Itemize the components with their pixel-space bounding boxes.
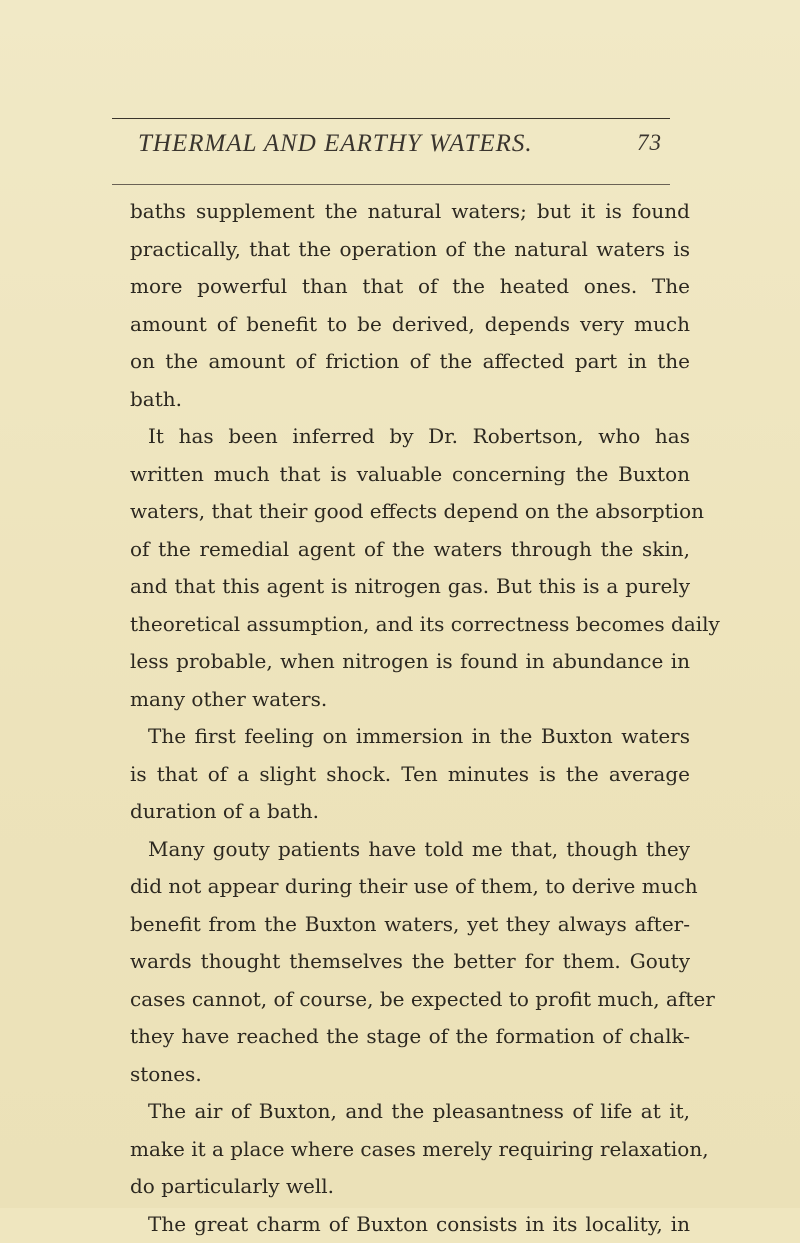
text-line: and that this agent is nitrogen gas. But this is a purely bbox=[130, 568, 690, 606]
text-line: do particularly well. bbox=[130, 1168, 690, 1206]
header-rule-top bbox=[112, 118, 670, 119]
text-line: It has been inferred by Dr. Robertson, who has bbox=[130, 418, 690, 456]
text-line: on the amount of friction of the affected part in the bbox=[130, 343, 690, 381]
text-line: The air of Buxton, and the pleasantness of life at it, bbox=[130, 1093, 690, 1131]
text-line: theoretical assumption, and its correctness becomes daily bbox=[130, 606, 690, 644]
text-line: many other waters. bbox=[130, 681, 690, 719]
running-head: THERMAL AND EARTHY WATERS. bbox=[138, 130, 533, 158]
text-line: written much that is valuable concerning the Buxton bbox=[130, 456, 690, 494]
text-line: practically, that the operation of the natural waters is bbox=[130, 231, 690, 269]
text-line: baths supplement the natural waters; but it is found bbox=[130, 193, 690, 231]
text-line: more powerful than that of the heated ones. The bbox=[130, 268, 690, 306]
text-line: waters, that their good effects depend on the absorption bbox=[130, 493, 690, 531]
text-line: less probable, when nitrogen is found in abundance in bbox=[130, 643, 690, 681]
text-line: cases cannot, of course, be expected to profit much, after bbox=[130, 981, 690, 1019]
page-header bbox=[138, 130, 658, 166]
text-line: stones. bbox=[130, 1056, 690, 1094]
text-line: did not appear during their use of them, to derive much bbox=[130, 868, 690, 906]
text-line: Many gouty patients have told me that, though they bbox=[130, 831, 690, 869]
text-line: bath. bbox=[130, 381, 690, 419]
text-line: of the remedial agent of the waters through the skin, bbox=[130, 531, 690, 569]
text-line: benefit from the Buxton waters, yet they always after- bbox=[130, 906, 690, 944]
body-text bbox=[130, 193, 690, 1243]
page-number: 73 bbox=[637, 130, 662, 156]
text-line: is that of a slight shock. Ten minutes is the average bbox=[130, 756, 690, 794]
header-rule-bottom bbox=[112, 184, 670, 185]
text-line: The first feeling on immersion in the Buxton waters bbox=[130, 718, 690, 756]
text-line: amount of benefit to be derived, depends very much bbox=[130, 306, 690, 344]
text-line: they have reached the stage of the formation of chalk- bbox=[130, 1018, 690, 1056]
text-line: duration of a bath. bbox=[130, 793, 690, 831]
text-line: wards thought themselves the better for them. Gouty bbox=[130, 943, 690, 981]
text-line: make it a place where cases merely requiring relaxation, bbox=[130, 1131, 690, 1169]
text-line: The great charm of Buxton consists in its locality, in bbox=[130, 1206, 690, 1243]
